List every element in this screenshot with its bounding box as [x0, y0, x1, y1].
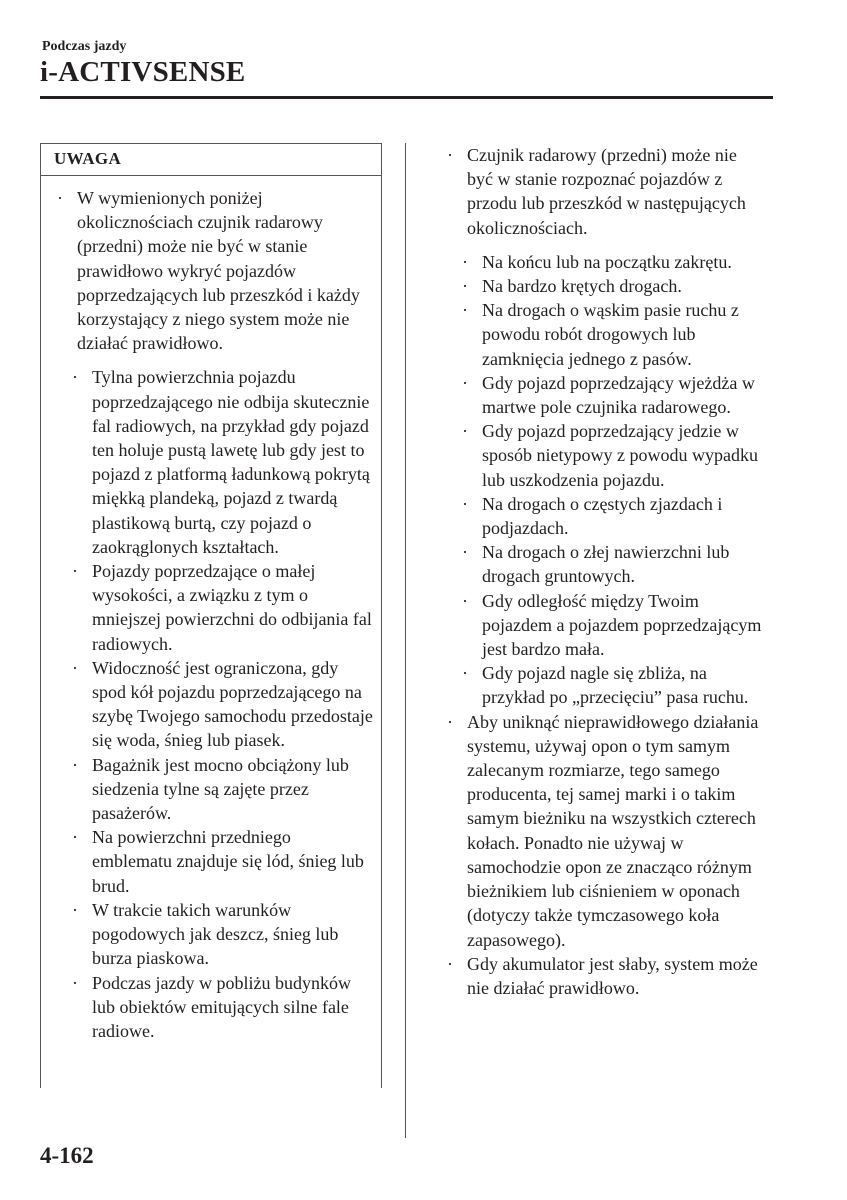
bullet: ·	[447, 953, 453, 974]
list-item-text: Widoczność jest ograniczona, gdy spod kół pojazdu poprzedzającego na szybę Twojego samochodu przedostaje się woda, śnieg lub piasek.	[92, 657, 373, 751]
battery-note	[447, 952, 767, 1000]
list-item	[462, 371, 767, 419]
warning-intro	[57, 186, 375, 355]
bullet: ·	[72, 754, 78, 775]
list-item-text: Gdy pojazd nagle się zbliża, na przykład po „przecięciu” pasa ruchu.	[482, 663, 749, 708]
bullet: ·	[72, 367, 78, 388]
list-item	[72, 825, 375, 898]
battery-note-text: Gdy akumulator jest słaby, system może nie działać prawidłowo.	[467, 953, 758, 998]
bullet: ·	[462, 300, 468, 321]
list-item	[462, 298, 767, 371]
list-item	[72, 753, 375, 826]
bullet: ·	[72, 972, 78, 993]
bullet: ·	[72, 561, 78, 582]
radar-intro-text: Czujnik radarowy (przedni) może nie być w stanie rozpoznać pojazdów z przodu lub przeszkód w następujących okolicznościach.	[467, 145, 746, 238]
bullet: ·	[462, 493, 468, 514]
list-item	[72, 656, 375, 753]
list-item	[462, 589, 767, 662]
bullet: ·	[72, 899, 78, 920]
bullet: ·	[462, 372, 468, 393]
bullet: ·	[462, 276, 468, 297]
bullet: ·	[447, 711, 453, 732]
right-column	[447, 143, 767, 1000]
radar-intro	[447, 143, 767, 240]
list-item-text: Gdy pojazd poprzedzający jedzie w sposób nietypowy z powodu wypadku lub uszkodzenia pojazdu.	[482, 421, 758, 490]
list-item	[72, 971, 375, 1044]
warning-title: UWAGA	[54, 149, 122, 168]
list-item-text: W trakcie takich warunków pogodowych jak deszcz, śnieg lub burza piaskowa.	[92, 899, 339, 969]
bullet: ·	[72, 657, 78, 678]
list-item-text: Na końcu lub na początku zakrętu.	[482, 251, 732, 272]
column-divider	[405, 143, 406, 1138]
list-item-text: Pojazdy poprzedzające o małej wysokości, a związku z tym o mniejszej powierzchni do odbijania fal radiowych.	[92, 561, 372, 654]
list-item-text: Gdy pojazd poprzedzający wjeżdża w martwe pole czujnika radarowego.	[482, 372, 755, 418]
list-item-text: Na bardzo krętych drogach.	[482, 276, 682, 297]
bullet: ·	[462, 663, 468, 684]
warning-intro-text: W wymienionych poniżej okolicznościach czujnik radarowy (przedni) może nie być w stanie prawidłowo wykryć pojazdów poprzedzających lub przeszkód i każdy korzystający z niego system może nie działać prawidłowo.	[77, 188, 360, 354]
bullet: ·	[462, 590, 468, 611]
bullet: ·	[462, 542, 468, 563]
list-item	[72, 559, 375, 656]
list-item-text: Na drogach o częstych zjazdach i podjazdach.	[482, 493, 723, 539]
tires-note	[447, 710, 767, 952]
bullet: ·	[462, 251, 468, 272]
tires-note-text: Aby uniknąć nieprawidłowego działania systemu, używaj opon o tym samym zalecanym rozmiarze, tego samego producenta, tej samej marki i o takim samym bieżniku na wszystkich czterech kołach. Ponadto nie używaj w samochodzie opon ze znacząco różnym bieżnikiem lub ciśnieniem w oponach (dotyczy także tymczasowego koła zapasowego).	[467, 711, 759, 950]
list-item	[462, 661, 767, 709]
list-item	[462, 274, 767, 298]
bullet: ·	[57, 188, 63, 208]
chapter-title: i-ACTIVSENSE	[40, 56, 246, 88]
list-item-text: Na drogach o wąskim pasie ruchu z powodu robót drogowych lub zamknięcia jednego z pasów.	[482, 300, 739, 369]
bullet: ·	[447, 145, 453, 165]
bullet: ·	[462, 421, 468, 442]
list-item-text: Gdy odległość między Twoim pojazdem a pojazdem poprzedzającym jest bardzo mała.	[482, 590, 762, 660]
list-item-text: Na powierzchni przedniego emblematu znajduje się lód, śnieg lub brud.	[92, 827, 364, 896]
warning-body	[57, 186, 375, 1043]
list-item	[72, 898, 375, 971]
header-rule	[40, 96, 773, 99]
list-item	[462, 492, 767, 540]
list-item	[462, 250, 767, 274]
list-item-text: Bagażnik jest mocno obciążony lub siedzenia tylne są zajęte przez pasażerów.	[92, 754, 349, 824]
section-label: Podczas jazdy	[42, 39, 127, 54]
list-item-text: Na drogach o złej nawierzchni lub drogach gruntowych.	[482, 542, 730, 587]
list-item	[462, 419, 767, 492]
list-item	[72, 365, 375, 559]
list-item	[462, 540, 767, 588]
warning-box	[40, 143, 382, 1088]
list-item-text: Podczas jazdy w pobliżu budynków lub obiektów emitujących silne fale radiowe.	[92, 972, 351, 1041]
bullet: ·	[72, 827, 78, 848]
list-item-text: Tylna powierzchnia pojazdu poprzedzającego nie odbija skutecznie fal radiowych, na przykład gdy pojazd ten holuje pustą lawetę lub gdy jest to pojazd z platformą ładunkową pokrytą miękką plandeką, pojazd z twardą plastikową burtą, czy pojazd o zaokrąglonych kształtach.	[92, 367, 370, 557]
page-number: 4-162	[40, 1143, 94, 1168]
